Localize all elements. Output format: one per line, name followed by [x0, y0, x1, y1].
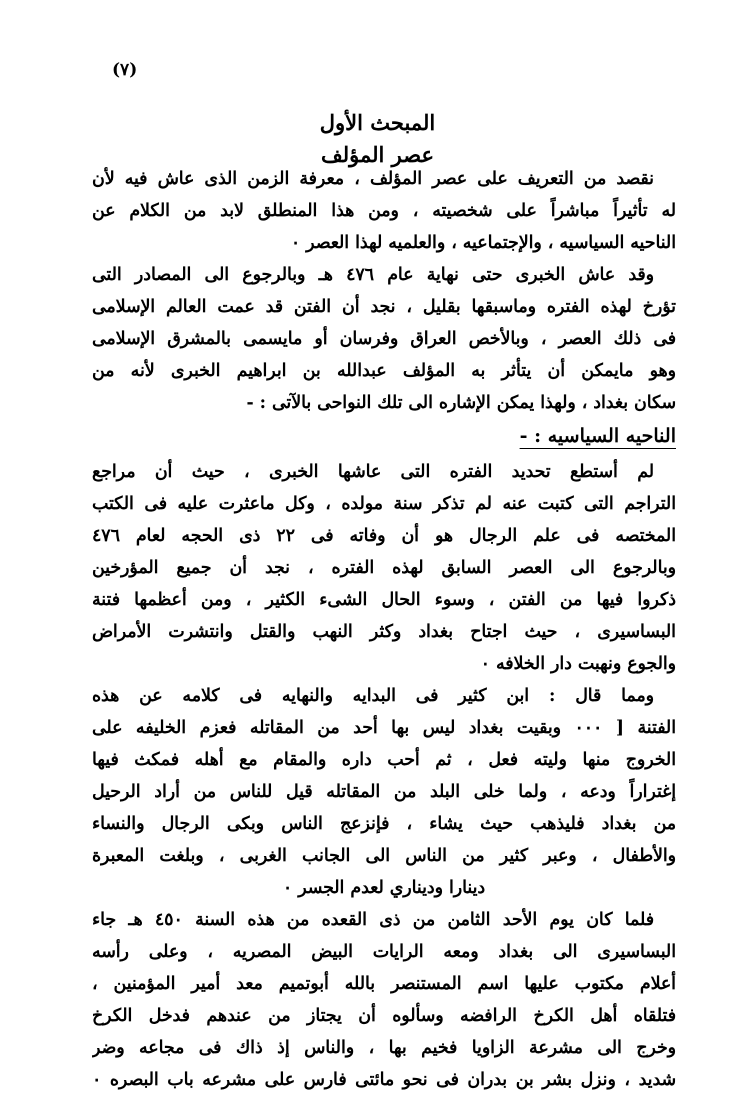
- section-title: [92, 416, 676, 456]
- chapter-heading: المبحث الأول: [319, 110, 436, 135]
- paragraph-line: وقد عاش الخبرى حتى نهاية عام ٤٧٦ هـ وبالرجوع الى المصادر التى: [92, 265, 655, 285]
- paragraph-line: إغتراراً ودعه ، ولما خلى البلد من المقاتله قيل للناس من أراد الرحيل: [92, 782, 676, 802]
- section-author-era: [92, 163, 676, 419]
- page-number: (٧): [112, 60, 138, 80]
- paragraph-line: فلما كان يوم الأحد الثامن من ذى القعده من هذه السنة ٤٥٠ هـ جاء: [92, 910, 654, 930]
- paragraph-line: البساسيرى الى بغداد ومعه الرايات البيض المصريه ، وعلى رأسه: [92, 942, 676, 962]
- paragraph-line: والجوع ونهبت دار الخلافه ٠: [480, 654, 676, 674]
- paragraph-line: لم أستطع تحديد الفتره التى عاشها الخبرى ، حيث أن مراجع: [92, 462, 654, 482]
- paragraph-line: دينارا وديناري لعدم الجسر ٠: [282, 878, 486, 898]
- paragraph-line: أعلام مكتوب عليها اسم المستنصر بالله أبوتميم معد أمير المؤمنين ،: [92, 974, 676, 994]
- paragraph-line: الفتنة [ ٠٠٠ وبقيت بغداد ليس بها أحد من المقاتله فعزم الخليفه على: [92, 718, 676, 738]
- paragraph-line: ذكروا فيها من الفتن ، وسوء الحال الشىء الكثير ، ومن أعظمها فتنة: [92, 590, 676, 610]
- paragraph-line: تؤرخ لهذه الفتره وماسبقها بقليل ، نجد أن الفتن قد عمت العالم الإسلامى: [92, 297, 676, 317]
- paragraph-line: من بغداد فليذهب حيث يشاء ، فإنزعج الناس وبكى الرجال والنساء: [92, 814, 676, 834]
- paragraph-line: فى ذلك العصر ، وبالأخص العراق وفرسان أو مايسمى بالمشرق الإسلامى: [92, 329, 676, 349]
- paragraph-line: البساسيرى ، حيث اجتاح بغداد وكثر النهب والقتل وانتشرت الأمراض: [92, 622, 676, 642]
- paragraph-line: وهو مايمكن أن يتأثر به المؤلف عبدالله بن ابراهيم الخبرى لأنه من: [92, 361, 676, 381]
- paragraph-line: المختصه فى علم الرجال هو أن وفاته فى ٢٢ ذى الحجه لعام ٤٧٦: [92, 526, 676, 546]
- section-title-text: الناحيه السياسيه : -: [519, 425, 676, 447]
- chapter-subheading: عصر المؤلف: [321, 142, 434, 167]
- paragraph-line: التراجم التى كتبت عنه لم تذكر سنة مولده ، وكل ماعثرت عليه فى الكتب: [92, 494, 676, 514]
- section-political: [92, 416, 676, 1096]
- paragraph-line: والأطفال ، وعبر كثير من الناس الى الجانب الغربى ، وبلغت المعبرة: [92, 846, 676, 866]
- paragraph-line: الناحيه السياسيه ، والإجتماعيه ، والعلميه لهذا العصر ٠: [290, 233, 676, 253]
- paragraph-line: ومما قال : ابن كثير فى البدايه والنهايه فى كلامه عن هذه: [92, 686, 654, 706]
- paragraph-line: وبالرجوع الى العصر السابق لهذه الفتره ، نجد أن جميع المؤرخين: [92, 558, 676, 578]
- paragraph-line: نقصد من التعريف على عصر المؤلف ، معرفة الزمن الذى عاش فيه لأن: [92, 169, 654, 189]
- paragraph-line: الخروج منها وليته فعل ، ثم أحب داره والمقام مع أهله فمكث فيها: [92, 750, 676, 770]
- paragraph-line: سكان بغداد ، ولهذا يمكن الإشاره الى تلك النواحى بالآتى : -: [246, 393, 676, 413]
- paragraph-line: فتلقاه أهل الكرخ الرافضه وسألوه أن يجتاز من عندهم فدخل الكرخ: [92, 1006, 676, 1026]
- paragraph-line: وخرج الى مشرعة الزاويا فخيم بها ، والناس إذ ذاك فى مجاعه وضر: [92, 1038, 676, 1058]
- paragraph-line: شديد ، ونزل بشر بن بدران فى نحو مائتى فارس على مشرعه باب البصره ٠: [92, 1070, 676, 1090]
- paragraph-line: له تأثيراً مباشراً على شخصيته ، ومن هذا المنطلق لابد من الكلام عن: [92, 201, 676, 221]
